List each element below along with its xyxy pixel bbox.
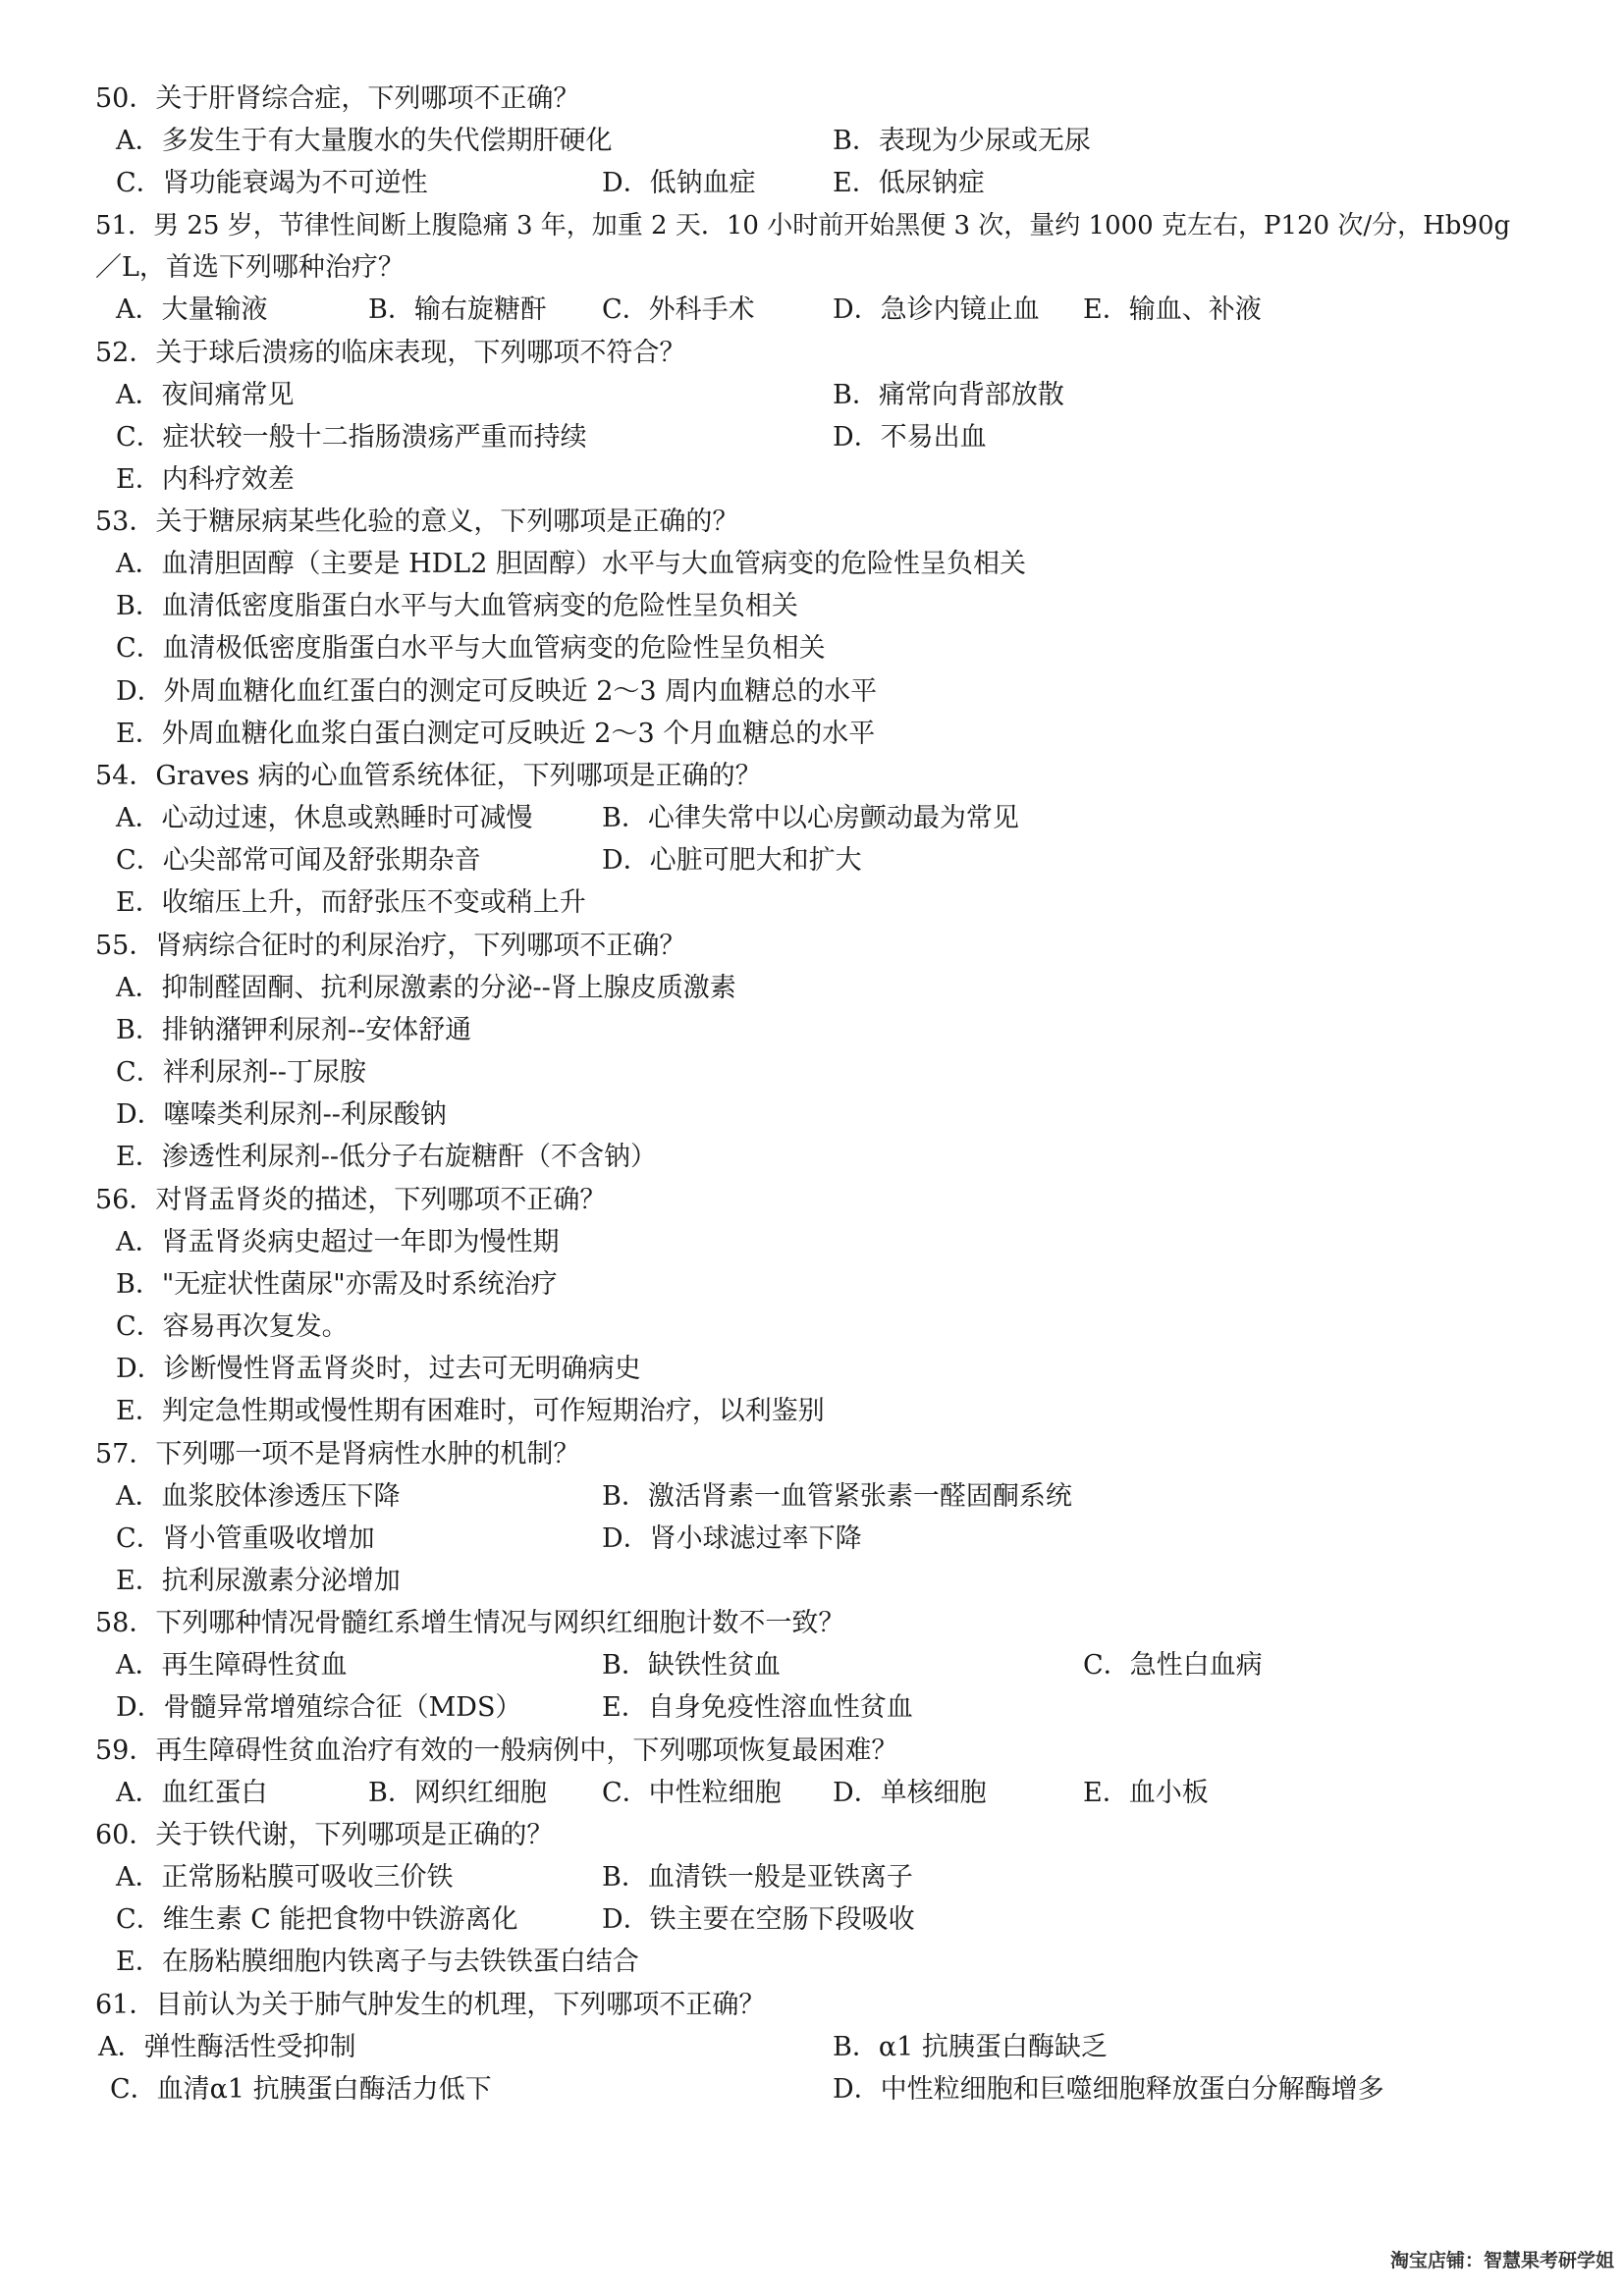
option-row xyxy=(0,2028,1624,2067)
option-row xyxy=(0,715,1624,754)
option-b: B．表现为少尿或无尿 xyxy=(833,126,1091,156)
option-a: A．再生障碍性贫血 xyxy=(116,1650,348,1681)
question-stem: 54．Graves 病的心血管系统体征，下列哪项是正确的？ xyxy=(95,761,762,791)
question-stem: 58．下列哪种情况骨髓红系增生情况与网织红细胞计数不一致？ xyxy=(95,1608,845,1638)
option-b: B．血清铁一般是亚铁离子 xyxy=(602,1862,913,1893)
option-d: D．骨髓异常增殖综合征（MDS） xyxy=(116,1692,522,1723)
option-b: B．输右旋糖酐 xyxy=(368,294,547,325)
option-a: A．抑制醛固酮、抗利尿激素的分泌--肾上腺皮质激素 xyxy=(116,973,736,1003)
option-d: D．急诊内镜止血 xyxy=(833,294,1040,325)
option-e: E．外周血糖化血浆白蛋白测定可反映近 2～3 个月血糖总的水平 xyxy=(116,719,876,749)
option-d: D．中性粒细胞和巨噬细胞释放蛋白分解酶增多 xyxy=(833,2074,1384,2105)
option-a: A．正常肠粘膜可吸收三价铁 xyxy=(116,1862,454,1893)
option-row xyxy=(0,1350,1624,1389)
option-row xyxy=(0,1943,1624,1982)
option-row xyxy=(0,629,1624,668)
option-a: A．血浆胶体渗透压下降 xyxy=(116,1481,401,1512)
question-stem: 57．下列哪一项不是肾病性水肿的机制？ xyxy=(95,1439,580,1469)
option-row xyxy=(0,418,1624,457)
question-stem: 51．男 25 岁，节律性间断上腹隐痛 3 年，加重 2 天．10 小时前开始黑便 3 次，量约 1000 克左右，P120 次/分，Hb90g xyxy=(95,211,1511,240)
option-row xyxy=(0,1308,1624,1347)
option-b: B．"无症状性菌尿"亦需及时系统治疗 xyxy=(116,1269,558,1300)
option-row xyxy=(0,376,1624,415)
question-stem: 55．肾病综合征时的利尿治疗，下列哪项不正确？ xyxy=(95,931,686,961)
option-row xyxy=(0,122,1624,161)
option-c: C．症状较一般十二指肠溃疡严重而持续 xyxy=(116,422,587,453)
question-55 xyxy=(0,927,1624,966)
option-e: E．判定急性期或慢性期有困难时，可作短期治疗，以利鉴别 xyxy=(116,1396,825,1426)
option-row xyxy=(0,1265,1624,1305)
option-row xyxy=(0,2070,1624,2109)
option-e: E．自身免疫性溶血性贫血 xyxy=(602,1692,913,1723)
option-row xyxy=(0,587,1624,626)
option-row xyxy=(0,1900,1624,1940)
option-b: B．排钠潴钾利尿剂--安体舒通 xyxy=(116,1015,472,1045)
option-d: D．诊断慢性肾盂肾炎时，过去可无明确病史 xyxy=(116,1354,641,1384)
question-stem: 59．再生障碍性贫血治疗有效的一般病例中，下列哪项恢复最困难？ xyxy=(95,1735,898,1766)
option-e: E．内科疗效差 xyxy=(116,464,295,495)
option-row xyxy=(0,1392,1624,1431)
option-row xyxy=(0,1520,1624,1559)
option-d: D．低钠血症 xyxy=(602,168,756,198)
question-59 xyxy=(0,1732,1624,1771)
option-e: E．输血、补液 xyxy=(1083,294,1262,325)
option-b: B．痛常向背部放散 xyxy=(833,380,1064,410)
option-a: A．夜间痛常见 xyxy=(116,380,295,410)
option-row xyxy=(0,672,1624,712)
question-58 xyxy=(0,1604,1624,1643)
option-row xyxy=(0,1562,1624,1601)
question-53 xyxy=(0,503,1624,542)
option-b: B．α1 抗胰蛋白酶缺乏 xyxy=(833,2032,1108,2062)
option-row xyxy=(0,1774,1624,1813)
question-60 xyxy=(0,1816,1624,1855)
option-row xyxy=(0,799,1624,838)
option-c: C．心尖部常可闻及舒张期杂音 xyxy=(116,845,481,876)
option-c: C．肾小管重吸收增加 xyxy=(116,1523,375,1554)
option-row xyxy=(0,460,1624,500)
option-c: C．维生素 C 能把食物中铁游离化 xyxy=(116,1904,518,1935)
option-a: A．血清胆固醇（主要是 HDL2 胆固醇）水平与大血管病变的危险性呈负相关 xyxy=(116,549,1026,579)
option-c: C．中性粒细胞 xyxy=(602,1778,782,1808)
option-d: D．不易出血 xyxy=(833,422,987,453)
option-e: E．收缩压上升，而舒张压不变或稍上升 xyxy=(116,887,586,918)
option-row xyxy=(0,164,1624,203)
option-row xyxy=(0,1477,1624,1517)
option-row xyxy=(0,1223,1624,1262)
option-e: E．血小板 xyxy=(1083,1778,1209,1808)
option-row xyxy=(0,841,1624,881)
option-d: D．铁主要在空肠下段吸收 xyxy=(602,1904,915,1935)
option-c: C．急性白血病 xyxy=(1083,1650,1263,1681)
option-row xyxy=(0,1095,1624,1135)
question-56 xyxy=(0,1181,1624,1220)
option-c: C．外科手术 xyxy=(602,294,755,325)
question-61 xyxy=(0,1986,1624,2025)
question-stem: 50．关于肝肾综合症，下列哪项不正确？ xyxy=(95,83,580,114)
option-c: C．袢利尿剂--丁尿胺 xyxy=(116,1057,366,1088)
option-c: C．血清α1 抗胰蛋白酶活力低下 xyxy=(110,2074,492,2105)
option-b: B．缺铁性贫血 xyxy=(602,1650,781,1681)
option-c: C．血清极低密度脂蛋白水平与大血管病变的危险性呈负相关 xyxy=(116,633,826,664)
question-50 xyxy=(0,80,1624,119)
question-stem: 61．目前认为关于肺气肿发生的机理，下列哪项不正确？ xyxy=(95,1990,766,2020)
option-b: B．网织红细胞 xyxy=(368,1778,547,1808)
shop-watermark: 淘宝店铺：智慧果考研学姐 xyxy=(1389,2250,1614,2271)
option-a: A．心动过速，休息或熟睡时可减慢 xyxy=(116,803,533,833)
option-d: D．心脏可肥大和扩大 xyxy=(602,845,862,876)
option-d: D．噻嗪类利尿剂--利尿酸钠 xyxy=(116,1099,447,1130)
question-54 xyxy=(0,757,1624,796)
option-b: B．心律失常中以心房颤动最为常见 xyxy=(602,803,1019,833)
option-e: E．在肠粘膜细胞内铁离子与去铁铁蛋白结合 xyxy=(116,1947,639,1977)
option-b: B．血清低密度脂蛋白水平与大血管病变的危险性呈负相关 xyxy=(116,591,798,621)
question-stem: 60．关于铁代谢，下列哪项是正确的？ xyxy=(95,1820,554,1850)
option-b: B．激活肾素一血管紧张素一醛固酮系统 xyxy=(602,1481,1072,1512)
option-d: D．外周血糖化血红蛋白的测定可反映近 2～3 周内血糖总的水平 xyxy=(116,676,878,707)
option-a: A．肾盂肾炎病史超过一年即为慢性期 xyxy=(116,1227,560,1257)
option-c: C．容易再次复发。 xyxy=(116,1311,349,1342)
option-d: D．单核细胞 xyxy=(833,1778,987,1808)
option-row xyxy=(0,545,1624,584)
option-e: E．低尿钠症 xyxy=(833,168,985,198)
option-row xyxy=(0,1011,1624,1050)
question-stem-continued: ／L，首选下列哪种治疗？ xyxy=(95,252,405,283)
question-stem: 52．关于球后溃疡的临床表现，下列哪项不符合？ xyxy=(95,338,686,368)
option-row xyxy=(0,1138,1624,1177)
option-c: C．肾功能衰竭为不可逆性 xyxy=(116,168,428,198)
question-stem: 53．关于糖尿病某些化验的意义，下列哪项是正确的？ xyxy=(95,507,739,537)
question-57 xyxy=(0,1435,1624,1474)
option-e: E．抗利尿激素分泌增加 xyxy=(116,1566,401,1596)
option-row xyxy=(0,291,1624,330)
option-a: A．血红蛋白 xyxy=(116,1778,268,1808)
question-stem-cont xyxy=(0,248,1624,288)
option-a: A．弹性酶活性受抑制 xyxy=(98,2032,356,2062)
question-stem: 56．对肾盂肾炎的描述，下列哪项不正确？ xyxy=(95,1185,607,1215)
option-row xyxy=(0,1858,1624,1897)
option-a: A．大量输液 xyxy=(116,294,268,325)
option-row xyxy=(0,883,1624,923)
option-d: D．肾小球滤过率下降 xyxy=(602,1523,862,1554)
option-row xyxy=(0,1053,1624,1093)
question-51 xyxy=(0,206,1624,245)
option-row xyxy=(0,1646,1624,1685)
question-52 xyxy=(0,334,1624,373)
option-e: E．渗透性利尿剂--低分子右旋糖酐（不含钠） xyxy=(116,1142,657,1172)
option-row xyxy=(0,1688,1624,1728)
option-row xyxy=(0,969,1624,1008)
option-a: A．多发生于有大量腹水的失代偿期肝硬化 xyxy=(116,126,613,156)
